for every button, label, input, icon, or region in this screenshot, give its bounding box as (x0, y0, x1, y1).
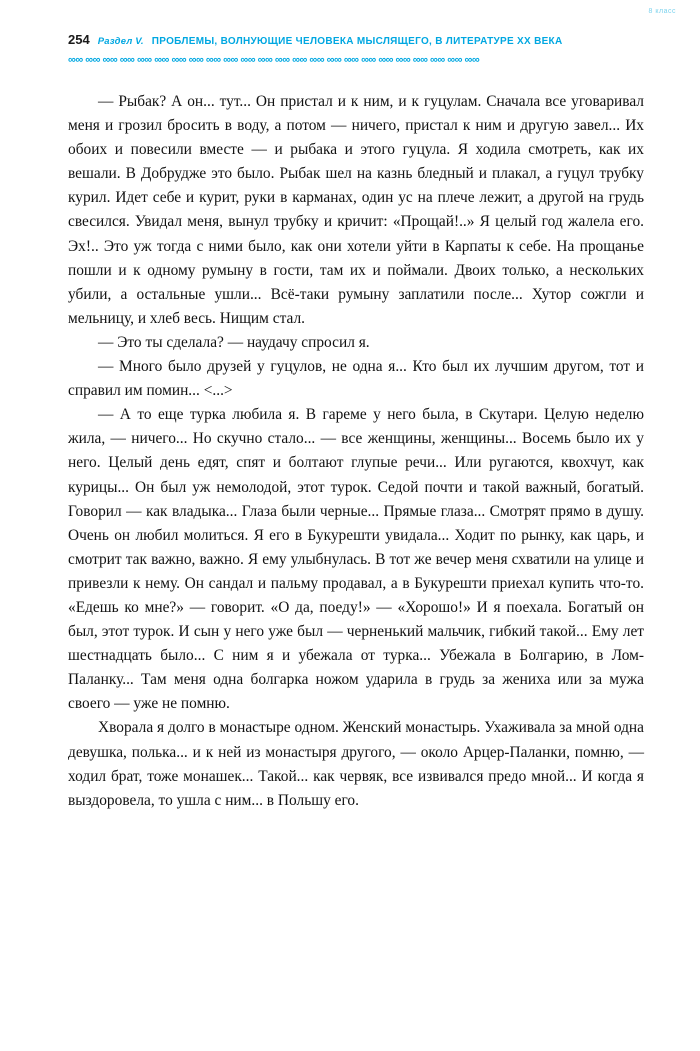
page-number: 254 (68, 32, 90, 47)
corner-grade-mark: 8 класс (648, 8, 676, 15)
header-section-label: Раздел V. (97, 36, 144, 47)
decorative-rule: ∞∞ ∞∞ ∞∞ ∞∞ ∞∞ ∞∞ ∞∞ ∞∞ ∞∞ ∞∞ ∞∞ ∞∞ ∞∞ ∞∞ ∞∞ ∞∞ ∞∞ ∞∞ ∞∞ ∞∞ ∞∞ ∞∞ ∞∞ ∞∞ (68, 55, 480, 66)
paragraph: — Рыбак? А он... тут... Он пристал и к ним, и к гуцулам. Сначала все уговаривал меня и грозил бросить в воду, а потом — ничего, пристал к ним и другую завел... Их обоих и повесили вместе — и рыбака и этого гуцула. Я ходила смотреть, как их вешали. В Добрудже это было. Рыбак шел на казнь бледный и плакал, а гуцул трубку курил. Идет себе и курит, руки в карманах, один ус на плече лежит, а другой на грудь свесился. Увидал меня, вынул трубку и кричит: «Прощай!..» Я целый год жалела его. Эх!.. Это уж тогда с ними было, как они хотели уйти в Карпаты к себе. На прощанье пошли и к одному румыну в гости, там их и поймали. Двоих только, а нескольких убили, а остальные ушли... Всё-таки румыну заплатили после... Хутор сожгли и мельницу, и хлеб весь. Нищим стал. (68, 93, 644, 327)
page-header (68, 32, 660, 47)
paragraph: — Много было друзей у гуцулов, не одна я... Кто был их лучшим другом, тот и справил им помин... <...> (68, 358, 644, 400)
paragraph: Хворала я долго в монастыре одном. Женский монастырь. Ухаживала за мной одна девушка, полька... и к ней из монастыря другого, — около Арцер-Паланки, помню, — ходил брат, тоже монашек... Такой... как червяк, все извивался предо мной... И когда я выздоровела, то ушла с ним... в Польшу его. (68, 719, 644, 809)
page-body (68, 90, 644, 813)
paragraph: — А то еще турка любила я. В гареме у него была, в Скутари. Целую неделю жила, — ничего... Но скучно стало... — все женщины, женщины... Восемь было их у него. Целый день едят, спят и болтают глупые речи... Или ругаются, квохчут, как курицы... Он был уж немолодой, этот турок. Седой почти и такой важный, богатый. Говорил — как владыка... Глаза были черные... Прямые глаза... Смотрят прямо в душу. Очень он любил молиться. Я его в Букурешти увидала... Ходит по рынку, как царь, и смотрит так важно, важно. Я ему улыбнулась. В тот же вечер меня схватили на улице и привезли к нему. Он сандал и пальму продавал, а в Букурешти приехал купить что-то. «Едешь ко мне?» — говорит. «О да, поеду!» — «Хорошо!» И я поехала. Богатый он был, этот турок. И сын у него уже был — черненький мальчик, гибкий такой... Ему лет шестнадцать было... С ним я и убежала от турка... Убежала в Болгарию, в Лом-Паланку... Там меня одна болгарка ножом ударила в грудь за жениха или за мужа своего — уже не помню. (68, 406, 644, 713)
paragraph: — Это ты сделала? — наудачу спросил я. (98, 333, 370, 351)
header-title: ПРОБЛЕМЫ, ВОЛНУЮЩИЕ ЧЕЛОВЕКА МЫСЛЯЩЕГО, В ЛИТЕРАТУРЕ ХХ ВЕКА (151, 36, 563, 47)
